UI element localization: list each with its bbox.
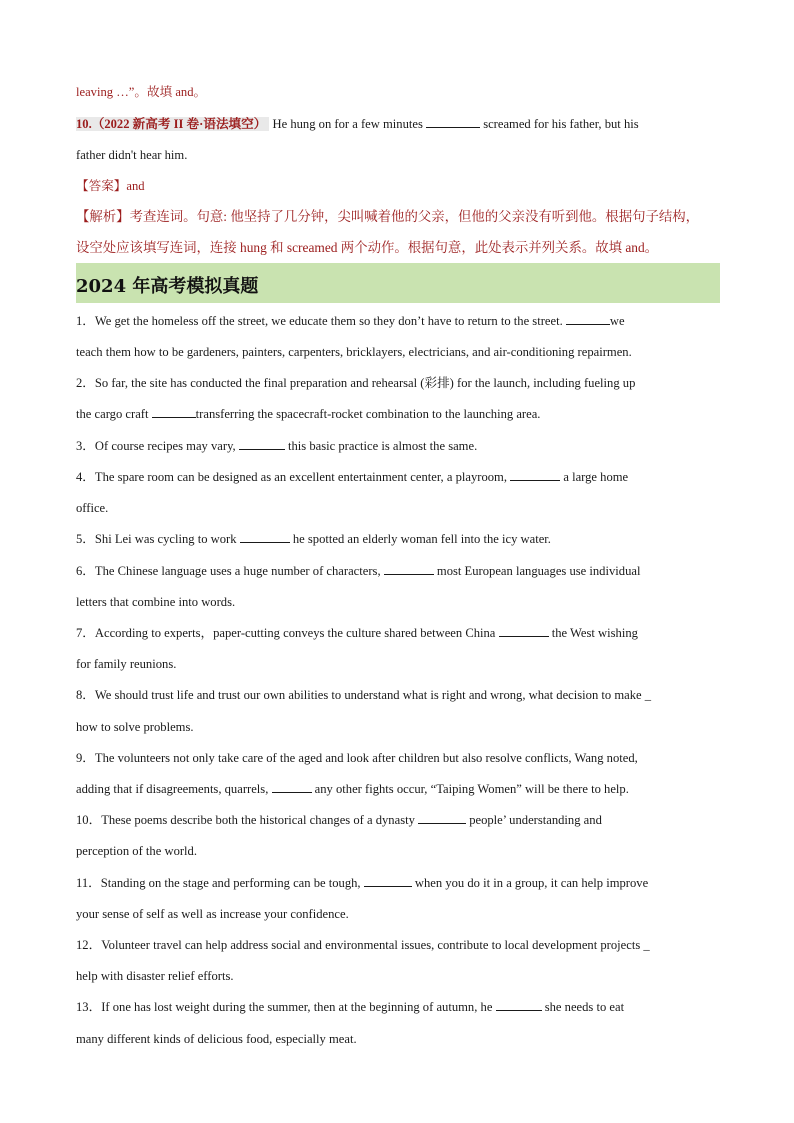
blank [240,531,290,543]
question-4-line-1: 4．The spare room can be designed as an excellent entertainment center, a playroom, a large home [76,470,629,484]
question-10-text-c: father didn't hear him. [76,148,188,162]
blank [510,469,560,481]
question-7-line-1: 7．According to experts，paper-cutting conveys the culture shared between China the West wishing [76,626,638,640]
answer-line [76,178,145,194]
blank [384,563,434,575]
blank [426,116,480,128]
question-4-line-2: office. [76,501,109,515]
question-8-line-1: 8．We should trust life and trust our own abilities to understand what is right and wrong, what decision to make _ [76,688,652,702]
question-10-source: 10.（2022 新高考 II 卷·语法填空） [76,117,269,131]
question-5-line-1: 5．Shi Lei was cycling to work he spotted an elderly woman fell into the icy water. [76,532,551,546]
question-10b-line-1: 10．These poems describe both the historical changes of a dynasty people’ understanding and [76,813,602,827]
question-10-text-a: He hung on for a few minutes [272,117,423,131]
analysis-label: 【解析】 [76,209,130,224]
question-9-line-1: 9．The volunteers not only take care of the aged and look after children but also resolve conflicts, Wang noted, [76,751,638,765]
question-12-line-2: help with disaster relief efforts. [76,969,234,983]
question-3-line-1: 3．Of course recipes may vary, this basic practice is almost the same. [76,439,478,453]
blank [152,406,196,418]
question-10 [76,116,639,132]
question-1-line-1: 1．We get the homeless off the street, we educate them so they don’t have to return to the street. we [76,314,625,328]
question-2-line-1: 2．So far, the site has conducted the final preparation and rehearsal (彩排) for the launch, including fueling up [76,376,636,390]
question-9-line-2: adding that if disagreements, quarrels, any other fights occur, “Taiping Women” will be there to help. [76,782,629,796]
analysis-line-1: 【解析】考查连词。句意: 他坚持了几分钟，尖叫喊着他的父亲，但他的父亲没有听到他。根据句子结构， [76,209,700,224]
analysis-line-2: 设空处应该填写连词，连接 hung 和 screamed 两个动作。根据句意，此处表示并列关系。故填 and。 [76,240,659,255]
question-11-line-2: your sense of self as well as increase your confidence. [76,907,349,921]
blank [566,313,610,325]
question-13-line-1: 13．If one has lost weight during the summer, then at the beginning of autumn, he she needs to eat [76,1000,625,1014]
question-10b-line-2: perception of the world. [76,844,197,858]
question-2-line-2: the cargo craft transferring the spacecraft-rocket combination to the launching area. [76,407,541,421]
question-10-text-b: screamed for his father, but his [483,117,639,131]
section-header [76,263,720,303]
question-12-line-1: 12．Volunteer travel can help address social and environmental issues, contribute to local development projects _ [76,938,650,952]
question-1-line-2: teach them how to be gardeners, painters, carpenters, bricklayers, electricians, and air-conditioning repairmen. [76,345,632,359]
prev-analysis-tail: leaving …”。故填 and。 [76,85,207,99]
blank [364,875,412,887]
question-7-line-2: for family reunions. [76,657,177,671]
blank [272,781,312,793]
question-13-line-2: many different kinds of delicious food, especially meat. [76,1032,357,1046]
section-title: 2024 年高考模拟真题 [76,276,259,297]
question-11-line-1: 11．Standing on the stage and performing can be tough, when you do it in a group, it can help improve [76,876,649,890]
question-6-line-2: letters that combine into words. [76,595,236,609]
question-8-line-2: how to solve problems. [76,720,194,734]
blank [496,999,542,1011]
question-6-line-1: 6．The Chinese language uses a huge number of characters, most European languages use individual [76,564,641,578]
blank [418,812,466,824]
blank [499,625,549,637]
answer-label: 【答案】 [76,179,127,193]
blank [239,438,285,450]
answer-value: and [126,179,145,193]
